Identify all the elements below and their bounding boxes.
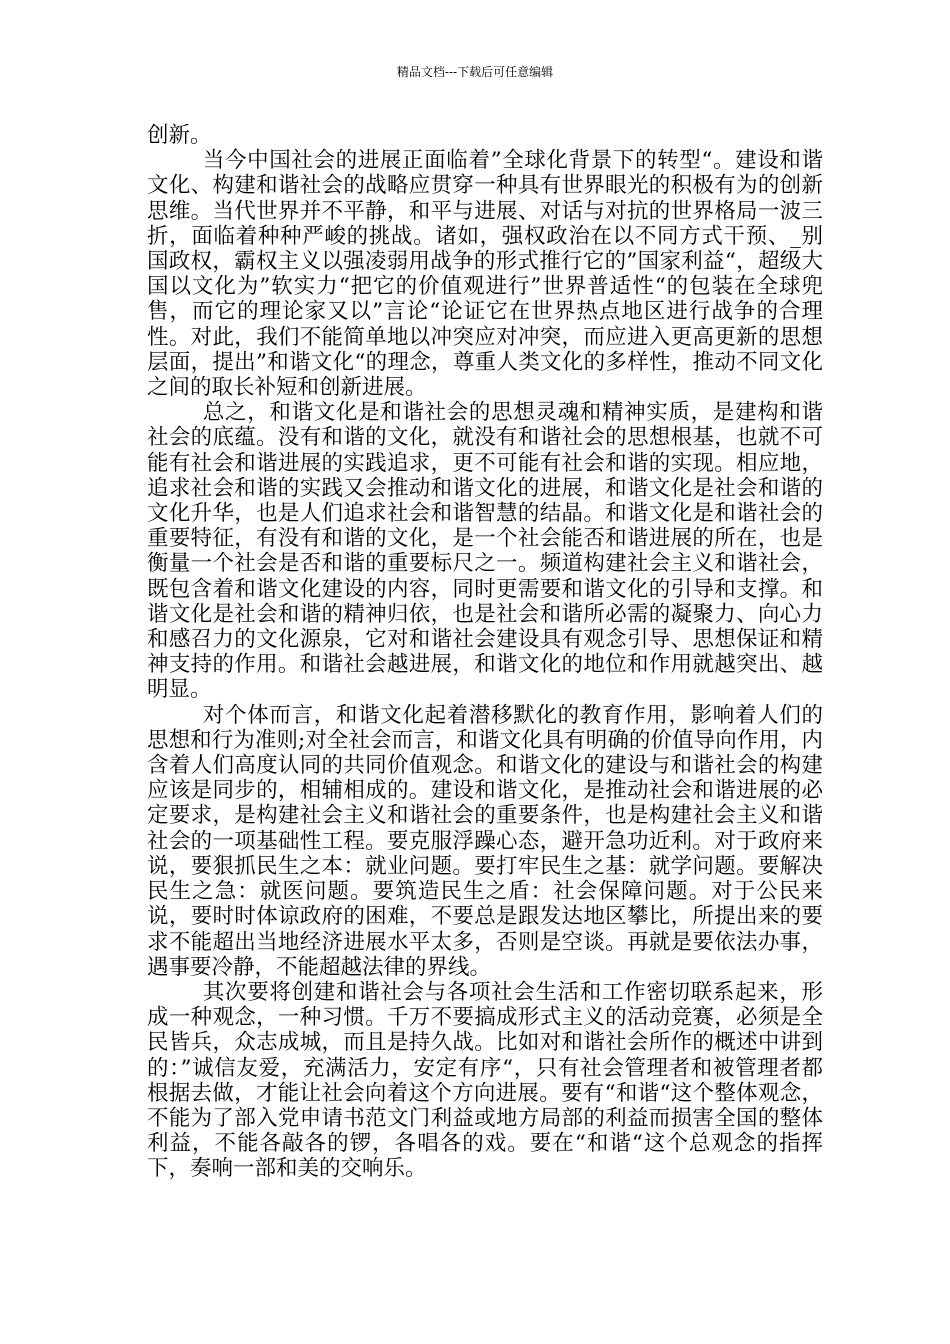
paragraph-globalization: 当今中国社会的进展正面临着”全球化背景下的转型“。建设和谐文化、构建和谐社会的战略应贯穿一种具有世界眼光的积极有为的创新思维。当代世界并不平静，和平与进展、对话与对抗的世界格局一波三折，面临着种种严峻的挑战。诸如，强权政治在以不同方式干预、_别国政权，霸权主义以强凌弱用战争的形式推行它的”国家利益“，超级大国以文化为”软实力“把它的价值观进行”世界普适性“的包装在全球兜售，而它的理论家又以”言论“论证它在世界热点地区进行战争的合理性。对此，我们不能简单地以冲突应对冲突，而应进入更高更新的思想层面，提出”和谐文化“的理念，尊重人类文化的多样性，推动不同文化之间的取长补短和创新进展。 [147, 148, 823, 401]
paragraph-secondly: 其次要将创建和谐社会与各项社会生活和工作密切联系起来，形成一种观念，一种习惯。千万不要搞成形式主义的活动竞赛，必须是全民皆兵，众志成城，而且是持久战。比如对和谐社会所作的概述中讲到的：”诚信友爱，充满活力，安定有序“，只有社会管理者和被管理者都根据去做，才能让社会向着这个方向进展。要有“和谐“这个整体观念，不能为了部入党申请书范文门利益或地方局部的利益而损害全国的整体利益，不能各敲各的锣，各唱各的戏。要在“和谐“这个总观念的指挥下，奏响一部和美的交响乐。 [147, 979, 823, 1182]
paragraph-individual: 对个体而言，和谐文化起着潜移默化的教育作用，影响着人们的思想和行为准则;对全社会而言，和谐文化具有明确的价值导向作用，内含着人们高度认同的共同价值观念。和谐文化的建设与和谐社会的构建应该是同步的，相辅相成的。建设和谐文化，是推动社会和谐进展的必定要求，是构建社会主义和谐社会的重要条件，也是构建社会主义和谐社会的一项基础性工程。要克服浮躁心态，避开急功近利。对于政府来说，要狠抓民生之本：就业问题。要打牢民生之基：就学问题。要解决民生之急：就医问题。要筑造民生之盾：社会保障问题。对于公民来说，要时时体谅政府的困难，不要总是跟发达地区攀比，所提出来的要求不能超出当地经济进展水平太多，否则是空谈。再就是要依法办事，遇事要冷静，不能超越法律的界线。 [147, 702, 823, 980]
paragraph-summary: 总之，和谐文化是和谐社会的思想灵魂和精神实质，是建构和谐社会的底蕴。没有和谐的文化，就没有和谐社会的思想根基，也就不可能有社会和谐进展的实践追求，更不可能有社会和谐的实现。相应地，追求社会和谐的实践又会推动和谐文化的进展，和谐文化是社会和谐的文化升华，也是人们追求社会和谐智慧的结晶。和谐文化是和谐社会的重要特征，有没有和谐的文化，是一个社会能否和谐进展的所在，也是衡量一个社会是否和谐的重要标尺之一。频道构建社会主义和谐社会，既包含着和谐文化建设的内容，同时更需要和谐文化的引导和支撑。和谐文化是社会和谐的精神归依，也是社会和谐所必需的凝聚力、向心力和感召力的文化源泉，它对和谐社会建设具有观念引导、思想保证和精神支持的作用。和谐社会越进展，和谐文化的地位和作用就越突出、越明显。 [147, 400, 823, 703]
document-body [147, 123, 823, 1182]
paragraph-continuation: 创新。 [147, 123, 212, 148]
page-header: 精品文档---下载后可任意编辑 [396, 65, 554, 79]
